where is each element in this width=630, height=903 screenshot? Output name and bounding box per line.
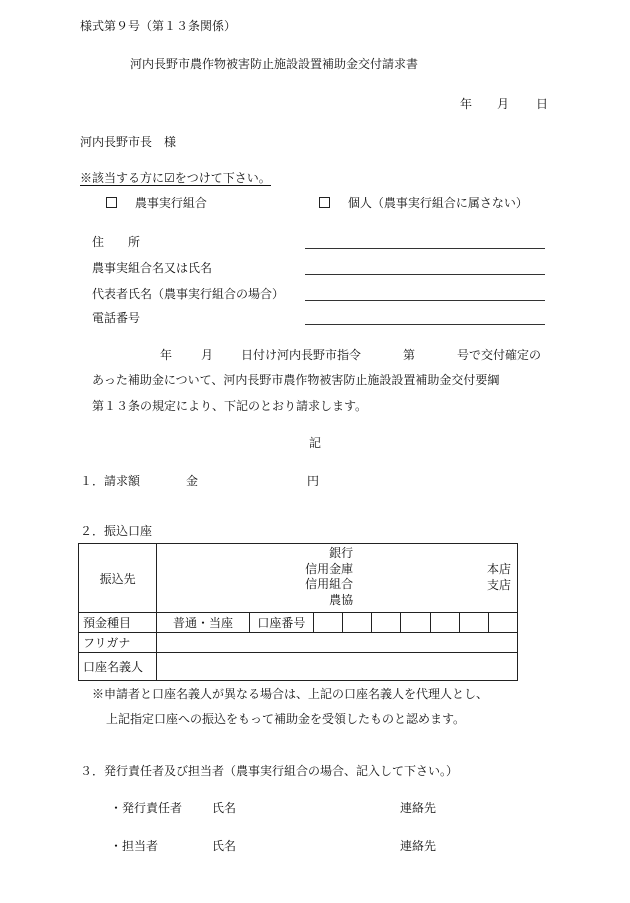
account-digit-cell[interactable] — [314, 613, 343, 633]
branch-type-list — [487, 562, 511, 593]
checkbox-icon[interactable] — [106, 197, 117, 208]
name-label: 農事実組合名又は氏名 — [92, 261, 213, 275]
furigana-input-cell[interactable] — [157, 633, 518, 653]
deposit-type-value-cell[interactable] — [157, 613, 249, 633]
body-line1-end: 号で交付確定の — [457, 348, 542, 362]
holder-input-cell[interactable] — [157, 653, 518, 681]
account-no-label: 口座番号 — [257, 616, 306, 630]
option-individual[interactable] — [319, 197, 528, 209]
body-year-label: 年 — [160, 348, 173, 362]
bank-type-shinkumi: 信用組合 — [305, 577, 354, 591]
date-month-label: 月 — [497, 97, 510, 111]
section3-label: ３．発行責任者及び担当者（農事実行組合の場合、記入して下さい。） — [80, 764, 459, 778]
staff-contact-label: 連絡先 — [400, 839, 437, 853]
address-label: 住 所 — [92, 235, 141, 249]
account-digit-cell[interactable] — [430, 613, 459, 633]
account-digit-cell[interactable] — [459, 613, 488, 633]
option-individual-label: 個人（農事実行組合に属さない） — [347, 196, 528, 210]
deposit-type-label: 預金種目 — [83, 616, 132, 630]
deposit-type-value: 普通・当座 — [173, 616, 234, 630]
date-day-label: 日 — [536, 97, 549, 111]
section2-label: ２．振込口座 — [80, 524, 153, 538]
deposit-type-label-cell — [79, 613, 157, 633]
account-digit-cell[interactable] — [488, 613, 517, 633]
body-line-3: 第１３条の規定により、下記のとおり請求します。 — [92, 399, 368, 413]
body-no-label: 第 — [403, 348, 416, 362]
bank-account-table — [78, 543, 518, 681]
phone-label: 電話番号 — [92, 311, 141, 325]
account-digit-cell[interactable] — [343, 613, 372, 633]
bank-type-bank: 銀行 — [329, 546, 354, 560]
staff-label: ・担当者 — [110, 839, 159, 853]
account-digit-cell[interactable] — [372, 613, 401, 633]
bank-type-shinkin: 信用金庫 — [305, 561, 354, 576]
amount-kin-label: 金 — [186, 474, 199, 488]
staff-name-label: 氏名 — [212, 839, 237, 853]
body-line-2: あった補助金について、河内長野市農作物被害防止施設設置補助金交付要綱 — [92, 373, 500, 387]
bank-name-cell[interactable] — [157, 544, 518, 613]
account-digit-cell[interactable] — [401, 613, 430, 633]
form-number: 様式第９号（第１３条関係） — [80, 19, 237, 33]
option-cooperative[interactable] — [106, 197, 207, 209]
holder-label-cell — [79, 653, 157, 681]
option-cooperative-label: 農事実行組合 — [134, 196, 207, 210]
body-date-text: 日付け河内長野市指令 — [241, 348, 362, 362]
applicant-type-instruction — [80, 172, 271, 186]
issuer-label: ・発行責任者 — [110, 801, 183, 815]
furigana-label: フリガナ — [83, 636, 131, 650]
instruction-text: ※該当する方に☑をつけて下さい。 — [80, 171, 271, 185]
transfer-label-cell — [79, 544, 157, 613]
holder-label: 口座名義人 — [83, 660, 144, 674]
checkbox-icon[interactable] — [319, 197, 330, 208]
amount-yen-label: 円 — [307, 474, 320, 488]
name-field-line[interactable] — [305, 274, 545, 275]
issuer-name-label: 氏名 — [212, 801, 237, 815]
branch-type-branch: 支店 — [486, 577, 511, 592]
representative-field-line[interactable] — [305, 300, 545, 301]
account-note-1: ※申請者と口座名義人が異なる場合は、上記の口座名義人を代理人とし、 — [92, 687, 489, 701]
branch-type-main: 本店 — [486, 562, 511, 576]
date-year-label: 年 — [460, 97, 473, 111]
bank-type-list — [157, 546, 517, 608]
phone-field-line[interactable] — [305, 324, 545, 325]
issuer-contact-label: 連絡先 — [400, 801, 437, 815]
address-field-line[interactable] — [305, 248, 545, 249]
addressee: 河内長野市長 様 — [80, 135, 177, 149]
document-title: 河内長野市農作物被害防止施設設置補助金交付請求書 — [130, 57, 419, 71]
ki-label: 記 — [309, 436, 322, 450]
furigana-label-cell — [79, 633, 157, 653]
representative-label: 代表者氏名（農事実行組合の場合） — [92, 287, 285, 301]
account-note-2: 上記指定口座への振込をもって補助金を受領したものと認めます。 — [106, 712, 466, 726]
bank-type-nokyo: 農協 — [329, 592, 354, 607]
section1-label: １．請求額 — [80, 474, 141, 488]
transfer-label: 振込先 — [99, 571, 136, 586]
body-month-label: 月 — [201, 348, 214, 362]
account-no-label-cell — [249, 613, 313, 633]
